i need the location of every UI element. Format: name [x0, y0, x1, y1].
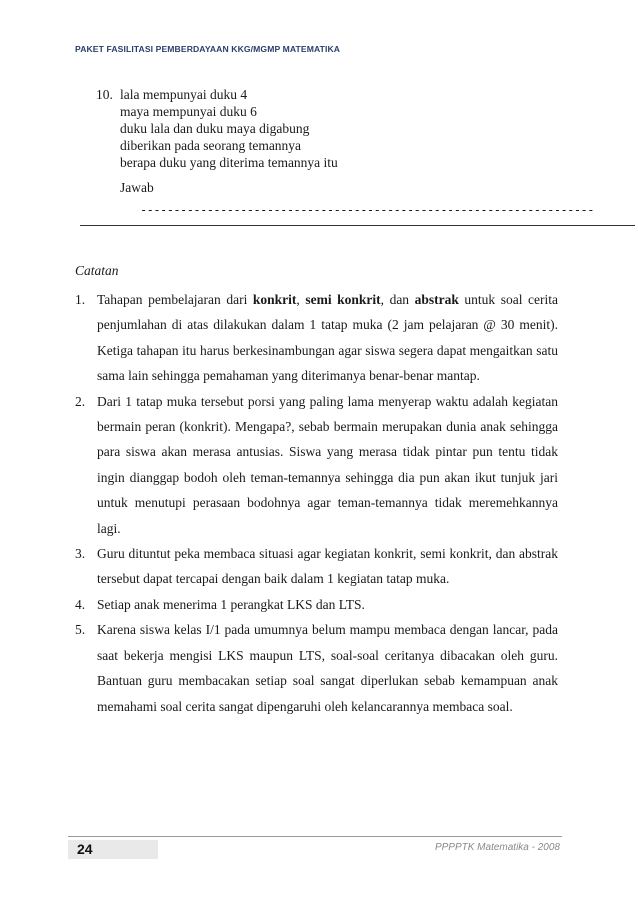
note-item-4	[75, 592, 558, 617]
note-number: 5.	[75, 622, 86, 638]
note-keyword-semi-konkrit: semi konkrit	[305, 292, 381, 307]
problem-line: duku lala dan duku maya digabung	[120, 121, 310, 136]
note-number: 4.	[75, 596, 86, 612]
note-number: 3.	[75, 546, 86, 562]
note-text: Karena siswa kelas I/1 pada umumnya belum mampu membaca dengan lancar, pada saat bekerja mengisi LKS maupun LTS, soal-soal ceritanya dibacakan oleh guru. Bantuan guru membacakan setiap soal sangat diperlukan sebab kemampuan anak memahami soal cerita sangat dipengaruhi oleh kelancarannya membaca soal.	[97, 622, 558, 714]
problem-line: berapa duku yang diterima temannya itu	[120, 155, 338, 170]
note-item-3	[75, 541, 558, 592]
note-number: 1.	[75, 292, 86, 307]
note-text: ,	[296, 292, 306, 307]
note-text: Guru dituntut peka membaca situasi agar kegiatan konkrit, semi konkrit, dan abstrak tersebut dapat tercapai dengan baik dalam 1 kegiatan tatap muka.	[97, 546, 558, 587]
answer-dashed-line: --------------------------------------------------------------------	[140, 203, 594, 217]
note-keyword-konkrit: konkrit	[252, 292, 297, 307]
footer-publisher: PPPPTK Matematika - 2008	[434, 842, 560, 853]
footer-divider	[68, 836, 562, 837]
note-text: Dari 1 tatap muka tersebut porsi yang paling lama menyerap waktu adalah kegiatan bermain peran (konkrit). Mengapa?, sebab bermain merupakan dunia anak sehingga para siswa akan merasa antusias. Siswa yang merasa tidak pintar pun tentu tidak ingin dianggap bodoh oleh teman-temannya sehingga dia pun akan ikut tunjuk jari untuk menutupi perasaan bodohnya agar teman-temannya tidak meremehkannya lagi.	[97, 393, 558, 536]
problem-line: maya mempunyai duku 6	[120, 104, 257, 119]
problem-text	[120, 86, 450, 171]
notes-list	[75, 287, 558, 719]
note-item-5	[75, 617, 558, 719]
problem-number: 10.	[96, 87, 113, 102]
note-text: untuk soal cerita penjumlahan di atas dilakukan dalam 1 tatap muka (2 jam pelajaran @ 30 menit). Ketiga tahapan itu harus berkesinambungan agar siswa segera dapat mengaitkan satu sama lain sehingga pemahaman yang diterimanya benar-benar mantap.	[97, 292, 558, 384]
note-keyword-abstrak: abstrak	[414, 292, 459, 307]
answer-solid-line	[80, 225, 635, 226]
note-text: Setiap anak menerima 1 perangkat LKS dan LTS.	[97, 596, 365, 612]
document-header: PAKET FASILITASI PEMBERDAYAAN KKG/MGMP MATEMATIKA	[75, 44, 341, 54]
notes-title: Catatan	[75, 263, 119, 278]
note-text: , dan	[380, 292, 415, 307]
note-item-1	[75, 287, 558, 389]
note-number: 2.	[75, 393, 86, 409]
page-number: 24	[68, 840, 158, 859]
note-text: Tahapan pembelajaran dari	[97, 292, 253, 307]
problem-line: lala mempunyai duku 4	[120, 87, 248, 102]
answer-label: Jawab	[120, 180, 154, 195]
note-item-2	[75, 389, 558, 541]
problem-line: diberikan pada seorang temannya	[120, 138, 302, 153]
